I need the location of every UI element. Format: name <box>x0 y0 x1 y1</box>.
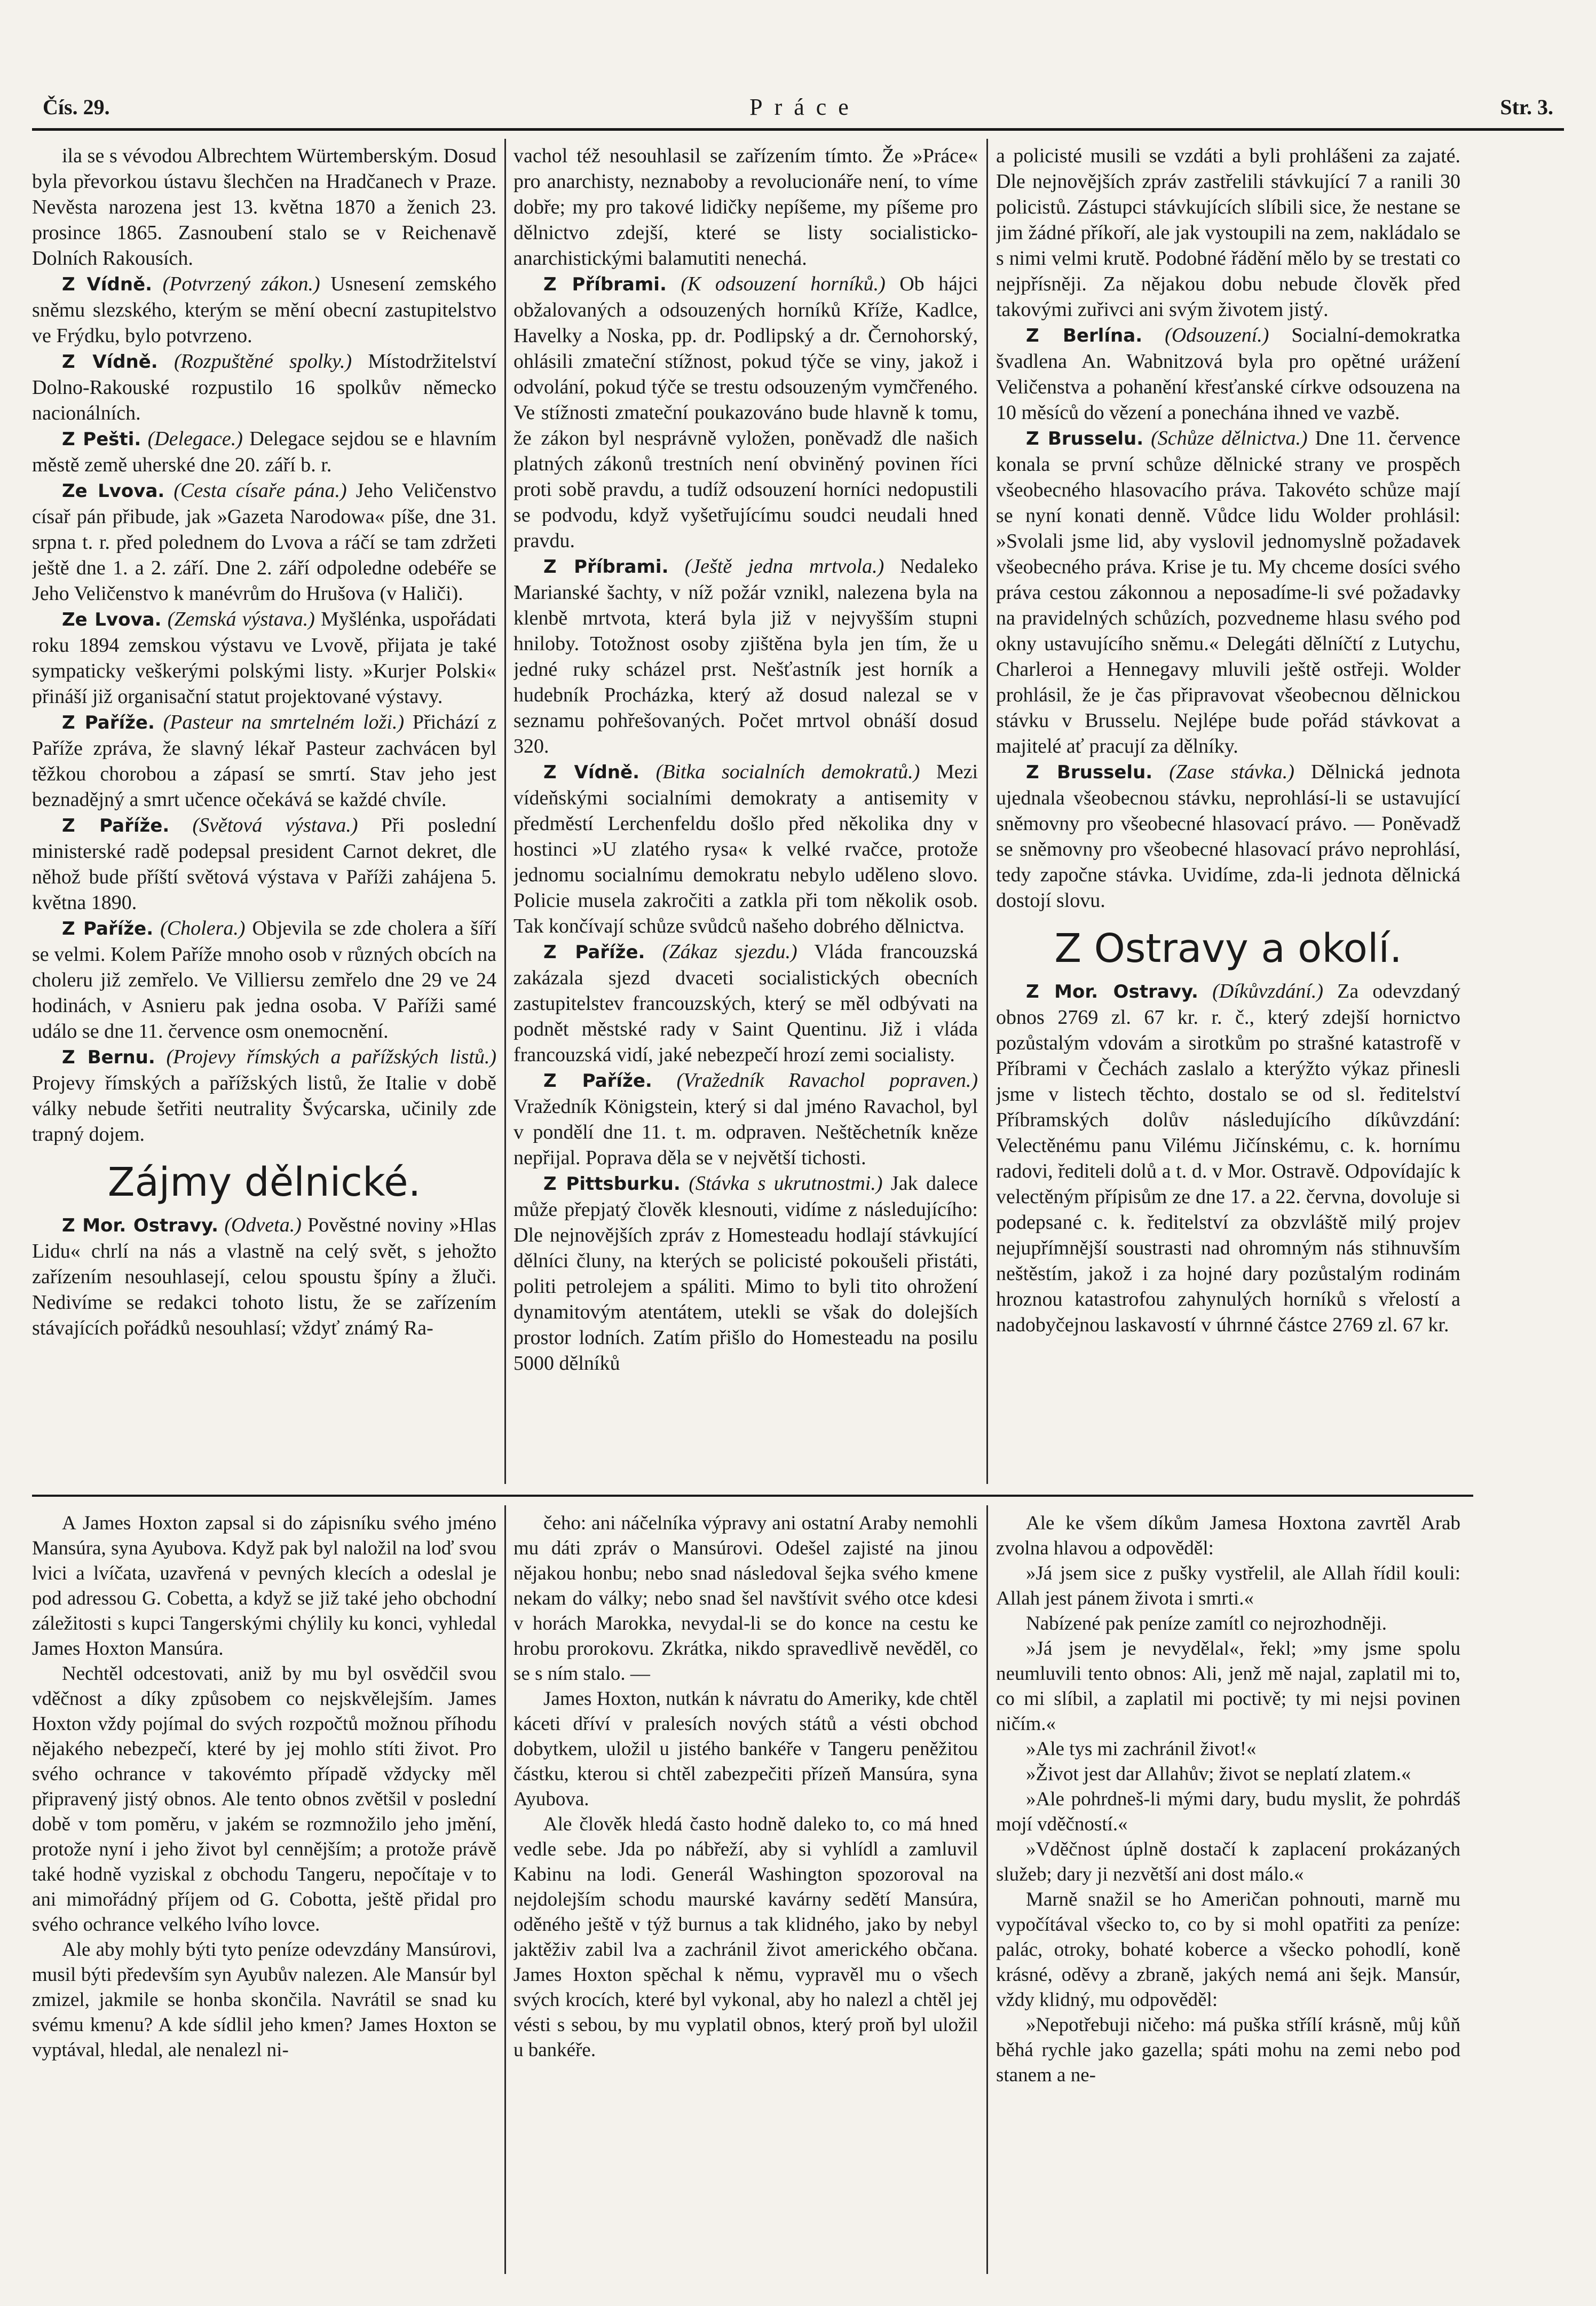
article-paragraph <box>513 759 978 939</box>
feuilleton-paragraph: »Ale tys mi zachránil život!« <box>1026 1738 1257 1760</box>
article-subtitle: (Díkůvzdání.) <box>1212 980 1323 1002</box>
article-paragraph <box>32 143 496 271</box>
feuilleton-paragraph: Ale člověk hledá často hodně daleko to, co má hned vedle sebe. Jda po nábřeží, aby si vyhlídl a zamluvil Kabinu na lodi. Generál Washington spozoroval na nejdolejším schodu maurské kavárny sedětí Mansúra, oděného ještě v týž burnus a tak klidného, jako by nebyl jaktěživ zabil lva a zachránil život amerického občana. James Hoxton spěchal k němu, vypravěl mu o všech svých krocích, které byl vykonal, aby ho nalezl a chtěl jej vésti s sebou, by mu vyplatil obnos, který proň byl uložil u bankéře. <box>513 1813 978 2061</box>
feuilleton-column-3 <box>996 1511 1460 2279</box>
article-subtitle: (Odsouzení.) <box>1165 324 1269 346</box>
article-text: Za odevzdaný obnos 2769 zl. 67 kr. r. č., který zdejší hornictvo pozůstalým vdovám a sirotkům po strašné katastrofě v Příbrami v Čechách zaslalo a kterýžto výkaz přinesli jsme v listech těchto, dostalo se od sl. ředitelství Příbramských dolův následujícího díkůvzdání: Velectěnému panu Vilému Jičínskému, c. k. hornímu radovi, řediteli dolů a t. d. v Mor. Ostravě. Odpovídajíc k velectěným přípisům ze dne 17. a 22. června, dovoluje si podepsané c. k. ředitelství za obzvláště milý projev nejupřímnější soustrasti nad ohromným nás stihnuvším neštěstím, jakož i za hojné dary pozůstalým rodinám hroznou katastrofou zahynulých horníků s vřelostí a nadobyčejnou laskavostí v úhrnné částce 2769 zl. 67 kr. <box>996 980 1460 1336</box>
article-subtitle: (Pasteur na smrtelném loži.) <box>163 711 405 733</box>
article-paragraph <box>996 978 1460 1338</box>
column-divider <box>504 1505 506 2274</box>
feuilleton-paragraph: Ale aby mohly býti tyto peníze odevzdány Mansúrovi, musil býti především syn Ayubův nalezen. Ale Mansúr byl zmizel, jakmile se honba skončila. Navrátil se snad ku svému kmenu? A kde sídlil jeho kmen? James Hoxton se vyptával, hledal, ale nenalezl ni- <box>32 1939 496 2061</box>
article-subtitle: (K odsouzení horníků.) <box>681 273 886 295</box>
article-paragraph <box>513 271 978 554</box>
article-paragraph <box>32 915 496 1044</box>
column-divider <box>986 139 988 1484</box>
article-text: Přichází z Paříže zpráva, že slavný lékař Pasteur zachvácen byl těžkou chorobou a zápasí se smrtí. Stav jeho jest beznadějný a smrt učence očekává se každé chvíle. <box>32 711 496 811</box>
feuilleton-paragraph: čeho: ani náčelníka výpravy ani ostatní Araby nemohli mu dáti zpráv o Mansúrovi. Odešel zajisté na jinou nějakou honbu; nebo snad následoval šejka svého kmene nekam do války; nebo snad šel navštívit svého otce kdesi v horách Marokka, nevydal-li se do konce na cestu ke hrobu prorokovu. Zkrátka, nikdo spravedlivě nevěděl, co se s ním stalo. — <box>513 1512 978 1685</box>
article-dateline: Z Paříže. <box>62 712 155 733</box>
article-text: Dělnická jednota ujednala všeobecnou stávku, neprohlásí-li se ustavující sněmovny pro všeobecné hlasovací právo. — Poněvadž se sněmovny pro všeobecné hlasovací právo neprohlásí, tedy započne stávka. Uvidíme, zda-li jednota dělnická dostojí slovu. <box>996 761 1460 912</box>
article-paragraph <box>32 349 496 426</box>
header-rule <box>32 128 1564 131</box>
article-text: vachol též nesouhlasil se zařízením tímto. Že »Práce« pro anarchisty, neznaboby a revolucionáře není, to víme dobře; my pro takové lidičky nepíšeme, my píšeme pro dělnictvo zdejší, které se listy socialisticko-anarchistickými balamutiti nenechá. <box>513 145 978 270</box>
column-3 <box>996 143 1460 1488</box>
column-divider <box>504 139 506 1484</box>
feuilleton-column-2 <box>513 1511 978 2279</box>
column-2 <box>513 143 978 1488</box>
article-text: Při poslední ministerské radě podepsal president Carnot dekret, dle něhož bude příští světová výstava v Paříži zahájena 5. května 1890. <box>32 814 496 914</box>
article-dateline: Z Vídně. <box>62 351 158 373</box>
article-text: Nedaleko Marianské šachty, v níž požár vznikl, nalezena byla na klenbě mrtvota, která byla již v nejvyšším stupni hniloby. Totožnost osoby zjištěna byla jen tím, že u jedné ruky scházel prst. Nešťastník jest horník a hudebník Procházka, který až dosud nalezal se v seznamu pohřešovaných. Počet mrtvol obnáší dosud 320. <box>513 555 978 757</box>
article-dateline: Z Brusselu. <box>1026 762 1153 783</box>
feuilleton-rule <box>32 1495 1473 1497</box>
feuilleton-paragraph: »Nepotřebuji ničeho: má puška střílí krásně, můj kůň běhá rychle jako gazella; spáti mohu na zemi nebo pod stanem a ne- <box>996 2014 1460 2086</box>
feuilleton-paragraph: »Vděčnost úplně dostačí k zaplacení prokázaných služeb; dary ji nezvětší ani dost málo.« <box>996 1838 1460 1885</box>
article-subtitle: (Schůze dělnictva.) <box>1151 427 1308 449</box>
article-dateline: Z Paříže. <box>543 1070 652 1092</box>
article-text: Mezi vídeňskými socialními demokraty a antisemity v předměstí Lerchenfeldu došlo před několika dny v hostinci »U zlatého rysa« k velké rvačce, protože jednomu socialnímu demokratu nebylo uděleno slovo. Policie musela zakročiti a zatkla při tom několik osob. Tak končívají schůze svůdců našeho dobrého dělnictva. <box>513 761 978 937</box>
article-paragraph <box>32 1212 496 1341</box>
article-dateline: Z Pešti. <box>62 429 141 450</box>
article-dateline: Ze Lvova. <box>62 609 162 630</box>
article-text: Ob hájci obžalovaných a odsouzených horníků Kříže, Kadlce, Havelky a Noska, pp. dr. Podlipský a dr. Černohorský, ohlásili zmateční stížnost, pokud týče se viny, jakož i odvolání, pokud týče se trestu odsouzeným vymčřeného. Ve stížnosti zmateční poukazováno bude hlavně k tomu, že zákon byl nesprávně vyložen, poněvadž dle našich platných zákonů trestních není obviněný povinen říci proti sobě pravdu, a tudíž odsouzení horníci nedopustili se podvodu, když vyšetřujícímu soudci neudali hned pravdu. <box>513 273 978 552</box>
article-text: Jak dalece může přepjatý člověk klesnouti, vidíme z následujícího: Dle nejnovějších zpráv z Homesteadu hodlají stávkující dělníci čluny, na kterých se policisté pokoušeli přistáti, politi petrolejem a spáliti. Mimo to byli tito ohrožení dynamitovým atentátem, utekli se však do dolejších prostor lodních. Zatím přišlo do Homesteadu na posilu 5000 dělníků <box>513 1172 978 1375</box>
article-text: Pověstné noviny »Hlas Lidu« chrlí na nás a vlastně na celý svět, s jehožto zařízením nesouhlasejí, celou spoustu špíny a žluči. Nedivíme se redakci tohoto listu, že se zařízením stávajících pořádků nesouhlasí; vždyť známý Ra- <box>32 1214 496 1339</box>
article-subtitle: (Odveta.) <box>224 1214 302 1236</box>
newspaper-title: Práce <box>749 93 860 120</box>
article-dateline: Z Vídně. <box>62 274 153 295</box>
article-paragraph <box>996 322 1460 425</box>
article-text: Delegace sejdou se e hlavním městě země uherské dne 20. září b. r. <box>32 428 496 476</box>
article-dateline: Z Berlína. <box>1026 325 1143 346</box>
article-text: Vláda francouzská zakázala sjezd dvaceti socialistických obecních zastupitelstev francouzských, který se měl odbývati na podnět městské rady v Saint Quentinu. Již i vláda francouzská vidí, jaké nebezpečí hrozí zemi socialisty. <box>513 941 978 1066</box>
article-text: Místodržitelství Dolno-Rakouské rozpustilo 16 spolkův německo nacionálních. <box>32 350 496 424</box>
article-subtitle: (Ještě jedna mrtvola.) <box>684 555 884 578</box>
article-text: Jeho Veličenstvo císař pán přibude, jak »Gazeta Narodowa« píše, dne 31. srpna t. r. před polednem do Lvova a ráčí se tam zdržeti ještě dne 1. a 2. září. Dne 2. září odpoledne odebéře se Jeho Veličenstvo k manévrům do Hrušova (v Haliči). <box>32 479 496 605</box>
article-dateline: Z Příbrami. <box>543 274 667 295</box>
article-subtitle: (Projevy římských a pařížských listů.) <box>166 1046 496 1068</box>
article-text: Projevy římských a pařížských listů, že Italie v době války nebude šetřiti neutrality Švýcarska, učinily zde trapný dojem. <box>32 1072 496 1146</box>
article-subtitle: (Vražedník Ravachol popraven.) <box>676 1069 978 1092</box>
article-subtitle: (Zemská výstava.) <box>167 608 315 630</box>
page-number: Str. 3. <box>1500 94 1553 119</box>
article-paragraph <box>996 425 1460 759</box>
article-dateline: Z Paříže. <box>62 918 154 939</box>
article-text: Myšlénka, uspořádati roku 1894 zemskou výstavu ve Lvově, přijata je také sympaticky veškerými polskými listy. »Kurjer Polski« přináší již organisační statut projektované výstavy. <box>32 608 496 708</box>
article-subtitle: (Cesta císaře pána.) <box>173 479 347 502</box>
article-text: Vražedník Königstein, který si dal jméno Ravachol, byl v pondělí dne 11. t. m. odpraven. Neštěchetník kněze nepřijal. Poprava děla se v největší tichosti. <box>513 1095 978 1169</box>
article-subtitle: (Světová výstava.) <box>192 814 358 836</box>
column-1 <box>32 143 496 1488</box>
feuilleton-paragraph: Marně snažil se ho Američan pohnouti, marně mu vypočítával všecko to, co by si mohl opatřiti za peníze: palác, otroky, bohaté koberce a všecko pohodlí, koně krásné, oděvy a zbraně, jakých nemá ani šejk. Mansúr, vždy klidný, mu odpověděl: <box>996 1889 1460 2011</box>
article-subtitle: (Cholera.) <box>160 917 246 939</box>
article-text: ila se s vévodou Albrechtem Würtemberským. Dosud byla převorkou ústavu šlechčen na Hradčanech v Praze. Nevěsta narozena jest 13. května 1870 a ženich 23. prosince 1865. Zasnoubení stalo se v Reichenavě Dolních Rakousích. <box>32 145 496 270</box>
article-dateline: Ze Lvova. <box>62 480 165 502</box>
feuilleton-paragraph: »Já jsem je nevydělal«, řekl; »my jsme spolu neumluvili tento obnos: Ali, jenž mě najal, zaplatil mi to, co mi slíbil, a zaplatil mi poctivě; ty mi nejsi povinen ničím.« <box>996 1638 1460 1735</box>
article-text: a policisté musili se vzdáti a byli prohlášeni za zajaté. Dle nejnovějších zpráv zastřelili stávkující 7 a ranili 30 policistů. Zástupci stávkujících slíbili sice, že nestane se jim žádné příkoří, ale jak vystoupili na zem, nakládalo se s nimi velmi krutě. Podobné řádění mělo by se trestati co nejpřísněji. Za nějakou dobu nebude člověk před takovými zuřivci ani svým životem jistý. <box>996 145 1460 321</box>
article-dateline: Z Brusselu. <box>1026 428 1144 449</box>
article-subtitle: (Zase stávka.) <box>1169 761 1294 783</box>
article-paragraph <box>32 478 496 606</box>
article-dateline: Z Příbrami. <box>543 556 669 578</box>
article-paragraph <box>32 709 496 812</box>
article-paragraph <box>996 143 1460 322</box>
feuilleton-paragraph: »Život jest dar Allahův; život se neplatí zlatem.« <box>1026 1763 1411 1785</box>
feuilleton-paragraph: »Ale pohrdneš-li mými dary, budu myslit, že pohrdáš mojí vděčností.« <box>996 1788 1460 1835</box>
article-subtitle: (Delegace.) <box>147 428 243 450</box>
page-header <box>43 85 1553 128</box>
article-paragraph <box>513 1171 978 1376</box>
article-text: Objevila se zde cholera a šíří se velmi. Kolem Paříže mnoho osob v různých obcích na choleru již zemřelo. Ve Villiersu zemřelo dne 29 ve 24 hodinách, v Asnieru pak jedna osoba. V Paříži samé událo se dne 11. července osm onemocnění. <box>32 917 496 1043</box>
feuilleton-paragraph: »Já jsem sice z pušky vystřelil, ale Allah řídil kouli: Allah jest pánem života i smrti.« <box>996 1562 1460 1609</box>
section-heading-zajmy-delnicke: Zájmy dělnické. <box>107 1159 421 1205</box>
column-divider <box>986 1505 988 2274</box>
article-dateline: Z Paříže. <box>543 942 645 963</box>
article-paragraph <box>32 812 496 915</box>
article-dateline: Z Paříže. <box>62 815 170 836</box>
article-subtitle: (Potvrzený zákon.) <box>162 273 320 295</box>
article-paragraph <box>32 606 496 709</box>
article-paragraph <box>513 554 978 759</box>
article-subtitle: (Bitka socialních demokratů.) <box>655 761 920 783</box>
article-paragraph <box>513 1068 978 1171</box>
issue-number: Čís. 29. <box>43 94 110 119</box>
article-subtitle: (Rozpuštěné spolky.) <box>173 350 352 373</box>
feuilleton-column-1 <box>32 1511 496 2279</box>
article-paragraph <box>32 426 496 478</box>
article-paragraph <box>32 271 496 349</box>
article-dateline: Z Mor. Ostravy. <box>62 1215 219 1236</box>
article-paragraph <box>32 1044 496 1147</box>
feuilleton-paragraph: James Hoxton, nutkán k návratu do Ameriky, kde chtěl káceti dříví v pralesích nových států a vésti obchod dobytkem, uložil u jistého bankéře v Tangeru peněžitou částku, kterou si chtěl zabezpečiti přízeň Mansúra, syna Ayubova. <box>513 1688 978 1810</box>
article-text: Socialní-demokratka švadlena An. Wabnitzová byla pro opětné urážení Veličenstva a pohanění křesťanské církve odsouzena na 10 měsíců do vězení a ponechána ihned ve vazbě. <box>996 324 1460 424</box>
feuilleton-paragraph: Nechtěl odcestovati, aniž by mu byl osvědčil svou vděčnost a díky způsobem co nejskvělejším. James Hoxton vždy pojímal do svých rozpočtů možnou příhodu nějakého nebezpečí, které by jej mohlo stíti život. Pro svého ochrance v takovémto případě vždycky měl připravený jistý obnos. Ale tento obnos zvětšil v poslední době v tom poměru, v jakém se rozmnožilo jeho jmění, protože nyní i jeho život byl cennějším; a protože právě také hodně vyziskal z obchodu Tangeru, nepočítaje v to ani mimořádný příjem od G. Cobotta, ještě přidal pro svého ochrance velkého lvího lovce. <box>32 1663 496 1936</box>
feuilleton-paragraph: Nabízené pak peníze zamítl co nejrozhodněji. <box>1026 1613 1387 1634</box>
article-text: Dne 11. července konala se první schůze dělnické strany ve prospěch všeobecného hlasovacího práva. Takovéto schůze mají se nyní konati denně. Vůdce lidu Wolder prohlásil: »Svolali jsme lid, aby vyslovil jednomyslně požadavek všeobecného práva. Krise je tu. My chceme dosíci svého práva cestou zákonnou a neposadíme-li své požadavky na pravidelných schůzích, pozvedneme hlasu svého pod okny ustavujícího sněmu.« Delegáti dělníčtí z Lutychu, Charleroi a Hennegavy mluvili ještě ostřeji. Wolder prohlásil, že je čas připravovat všeobecnou dělnickou stávku v Brusselu. Nejlépe bude pořád stávkovat a majitelé ať pracují za dělníky. <box>996 427 1460 757</box>
article-dateline: Z Pittsburku. <box>543 1173 681 1195</box>
article-paragraph <box>996 759 1460 913</box>
section-heading-z-ostravy: Z Ostravy a okolí. <box>1054 926 1402 972</box>
article-dateline: Z Mor. Ostravy. <box>1026 981 1198 1002</box>
article-paragraph <box>513 143 978 271</box>
article-text: Usnesení zemského sněmu slezského, kterým se mění obecní zastupitelstvo ve Frýdku, bylo potvrzeno. <box>32 273 496 347</box>
feuilleton-paragraph: A James Hoxton zapsal si do zápisníku svého jméno Mansúra, syna Ayubova. Když pak byl naložil na loď svou lvici a lvíčata, uzavřená v pevných klecích a odeslal je pod adressou G. Cobetta, a když se již také jeho obchodní záležitosti s kupci Tangerskými chýlily ku konci, vyhledal James Hoxton Mansúra. <box>32 1512 496 1660</box>
article-subtitle: (Stávka s ukrutnostmi.) <box>689 1172 883 1195</box>
article-subtitle: (Zákaz sjezdu.) <box>662 941 797 963</box>
article-dateline: Z Bernu. <box>62 1047 155 1068</box>
feuilleton-paragraph: Ale ke všem díkům Jamesa Hoxtona zavrtěl Arab zvolna hlavou a odpověděl: <box>996 1512 1460 1559</box>
article-dateline: Z Vídně. <box>543 762 640 783</box>
article-paragraph <box>513 939 978 1068</box>
